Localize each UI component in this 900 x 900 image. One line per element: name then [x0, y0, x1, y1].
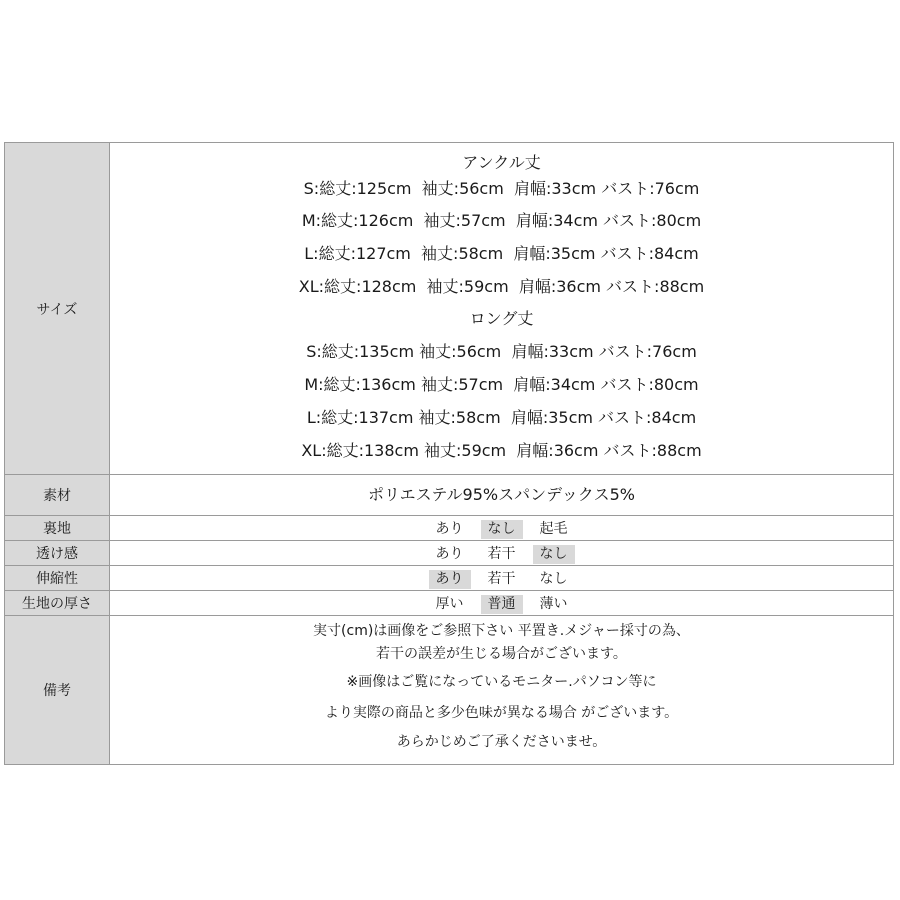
lining-option: なし	[481, 520, 523, 539]
ankle-size-s: S:総丈:125cm 袖丈:56cm 肩幅:33cm バスト:76cm	[303, 179, 700, 198]
notes-label: 備考	[5, 616, 110, 765]
notes-value	[110, 616, 894, 765]
thickness-option: 厚い	[435, 595, 464, 612]
note-line: 若干の誤差が生じる場合がございます。	[376, 646, 627, 662]
material-value: ポリエステル95%スパンデックス5%	[110, 475, 894, 516]
thickness-options	[110, 591, 894, 616]
long-size-s: S:総丈:135cm 袖丈:56cm 肩幅:33cm バスト:76cm	[306, 342, 697, 361]
lining-option: あり	[435, 520, 464, 537]
note-line: ※画像はご覧になっているモニター.パソコン等に	[346, 674, 657, 690]
note-line: 実寸(cm)は画像をご参照下さい 平置き.メジャー採寸の為、	[313, 623, 690, 639]
ankle-length-heading: アンクル丈	[462, 153, 541, 172]
thickness-row	[5, 591, 894, 616]
lining-row	[5, 516, 894, 541]
long-length-heading: ロング丈	[469, 309, 534, 328]
ankle-size-m: M:総丈:126cm 袖丈:57cm 肩幅:34cm バスト:80cm	[301, 211, 702, 230]
material-label: 素材	[5, 475, 110, 516]
size-row	[5, 143, 894, 475]
sheer-option: 若干	[487, 545, 516, 562]
stretch-label: 伸縮性	[5, 566, 110, 591]
long-size-l: L:総丈:137cm 袖丈:58cm 肩幅:35cm バスト:84cm	[306, 408, 697, 427]
stretch-options	[110, 566, 894, 591]
sheer-row	[5, 541, 894, 566]
sheer-option: なし	[533, 545, 575, 564]
ankle-size-xl: XL:総丈:128cm 袖丈:59cm 肩幅:36cm バスト:88cm	[298, 277, 705, 296]
note-line: より実際の商品と多少色味が異なる場合 がございます。	[324, 705, 679, 721]
lining-option: 起毛	[539, 520, 568, 537]
ankle-size-l: L:総丈:127cm 袖丈:58cm 肩幅:35cm バスト:84cm	[304, 244, 699, 263]
long-size-m: M:総丈:136cm 袖丈:57cm 肩幅:34cm バスト:80cm	[304, 375, 699, 394]
thickness-option: 普通	[481, 595, 523, 614]
long-size-xl: XL:総丈:138cm 袖丈:59cm 肩幅:36cm バスト:88cm	[301, 441, 702, 460]
thickness-option: 薄い	[539, 595, 568, 612]
stretch-row	[5, 566, 894, 591]
product-spec-table	[4, 142, 894, 765]
note-line: あらかじめご了承くださいませ。	[396, 734, 607, 750]
size-label: サイズ	[5, 143, 110, 475]
sheer-option: あり	[435, 545, 464, 562]
thickness-label: 生地の厚さ	[5, 591, 110, 616]
sheer-label: 透け感	[5, 541, 110, 566]
notes-row	[5, 616, 894, 765]
material-row	[5, 475, 894, 516]
stretch-option: なし	[539, 570, 568, 587]
stretch-option: 若干	[487, 570, 516, 587]
lining-options	[110, 516, 894, 541]
stretch-option: あり	[429, 570, 471, 589]
size-values	[110, 143, 894, 475]
lining-label: 裏地	[5, 516, 110, 541]
sheer-options	[110, 541, 894, 566]
